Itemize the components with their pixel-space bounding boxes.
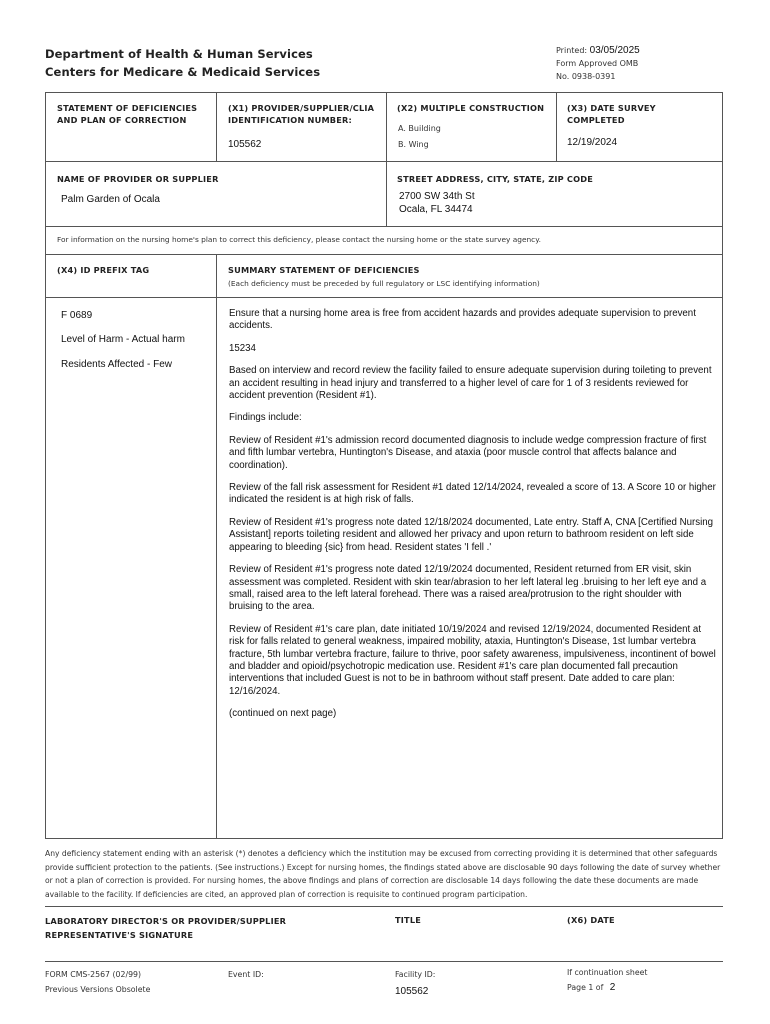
form-approved: Form Approved OMB <box>556 59 639 68</box>
department-title: Department of Health & Human Services <box>45 47 313 61</box>
printed-line <box>556 45 640 56</box>
id-prefix-tag: F 0689 <box>61 310 93 321</box>
printed-label: Printed: <box>556 46 588 55</box>
date-label: (X6) DATE <box>567 915 615 925</box>
form-top-border <box>45 92 723 93</box>
row1-divider-1 <box>216 92 217 161</box>
x3-value: 12/19/2024 <box>567 137 618 148</box>
facility-id-label: Facility ID: <box>395 970 436 979</box>
summary-paragraph: Findings include: <box>229 412 302 424</box>
signature-top <box>45 906 723 907</box>
page-indicator <box>567 982 615 993</box>
summary-paragraph: Review of Resident #1's care plan, date initiated 10/19/2024 and revised 12/19/2024, documented Resident at risk for falls related to general weakness, impaired mobility, ataxia, Huntington's Disease, 1st lumbar vertebra fracture, 5th lumbar vertebra fracture, failure to thrive, poor safety awareness, impulsiveness, incontinent of bowel and bladder and opioid/psychotropic medication use. Resident #1's care plan documented fall precaution interventions that included Guest is not to be in bathroom without staff present. Date added to care plan: 12/16/2024. <box>229 623 716 697</box>
x1-value: 105562 <box>228 139 262 150</box>
address-line1: 2700 SW 34th St <box>399 191 475 202</box>
summary-label: SUMMARY STATEMENT OF DEFICIENCIES <box>228 265 420 275</box>
printed-date: 03/05/2025 <box>589 45 640 56</box>
table-header-bottom <box>45 297 723 298</box>
summary-paragraph: Review of the fall risk assessment for Resident #1 dated 12/14/2024, revealed a score of 13. A Score 10 or higher indicated the resident is at high risk of falls. <box>229 482 716 506</box>
row1-divider-2 <box>386 92 387 161</box>
provider-name: Palm Garden of Ocala <box>61 194 160 205</box>
deficiency-summary <box>229 308 717 731</box>
summary-paragraph: Review of Resident #1's progress note dated 12/19/2024 documented, Resident returned from ER visit, skin assessment was completed. Resident with skin tear/abrasion to her left lateral leg .bruising to her left eye and a small, raised area to the left lateral forehead. There was a raised area/protrusion to the right shoulder with bruising to the area. <box>229 564 707 613</box>
title-label: TITLE <box>395 915 422 925</box>
form-right-border <box>722 92 723 838</box>
info-bottom <box>45 254 723 255</box>
event-id-label: Event ID: <box>228 970 264 979</box>
continued-note: (continued on next page) <box>229 708 337 720</box>
statement-label: STATEMENT OF DEFICIENCIES AND PLAN OF CORRECTION <box>57 103 198 125</box>
x3-label: (X3) DATE SURVEY COMPLETED <box>567 103 656 125</box>
summary-paragraph: Ensure that a nursing home area is free from accident hazards and provides adequate supervision to prevent accidents. <box>229 308 696 332</box>
row2-divider <box>386 161 387 226</box>
summary-paragraph: Review of Resident #1's admission record documented diagnosis to include wedge compression fracture of first and fifth lumbar vertebra, Huntington's Disease, and ataxia (poor muscle control that affects balance and coordination). <box>229 434 707 471</box>
residents-affected: Residents Affected - Few <box>61 359 172 370</box>
summary-paragraph: Based on interview and record review the facility failed to ensure adequate supervision during toileting to prevent an accident resulting in head injury and transferred to a higher level of care for 1 of 3 residents reviewed for accident prevention (Resident #1). <box>229 365 712 402</box>
footer-top <box>45 961 723 962</box>
summary-paragraph: Review of Resident #1's progress note dated 12/18/2024 documented, Late entry. Staff A, CNA [Certified Nursing Assistant] reports toileting resident and allowed her privacy and upon return to bathroom resident on left side appearing to bleeding {sic} from head. Resident states 'I fell .' <box>229 516 713 553</box>
agency-title: Centers for Medicare & Medicaid Services <box>45 65 321 79</box>
signature-label: LABORATORY DIRECTOR'S OR PROVIDER/SUPPLIER REPRESENTATIVE'S SIGNATURE <box>45 916 287 940</box>
summary-sub: (Each deficiency must be preceded by full regulatory or LSC identifying information) <box>228 279 540 288</box>
x4-label: (X4) ID PREFIX TAG <box>57 265 150 275</box>
summary-paragraph: 15234 <box>229 342 256 354</box>
provider-label: NAME OF PROVIDER OR SUPPLIER <box>57 174 219 184</box>
page-label: Page 1 of <box>567 983 604 992</box>
page-total: 2 <box>609 982 616 993</box>
form-number: FORM CMS-2567 (02/99) <box>45 970 142 979</box>
omb-number: No. 0938-0391 <box>556 72 616 81</box>
row1-bottom <box>45 161 723 162</box>
obsolete-note: Previous Versions Obsolete <box>45 985 151 994</box>
row1-divider-3 <box>556 92 557 161</box>
facility-id-value: 105562 <box>395 986 429 997</box>
table-col-divider <box>216 254 217 838</box>
x2-label: (X2) MULTIPLE CONSTRUCTION <box>397 103 545 113</box>
form-left-border <box>45 92 46 838</box>
level-of-harm: Level of Harm - Actual harm <box>61 334 185 345</box>
disclaimer: Any deficiency statement ending with an asterisk (*) denotes a deficiency which the institution may be excused from correcting providing it is determined that other safeguards provide sufficient protection to the patients. (See instructions.) Except for nursing homes, the findings stated above are disclosable 90 days following the date of survey whether or not a plan of correction is provided. For nursing homes, the above findings and plans of correction are disclosable 14 days following the date these documents are made available to the facility. If deficiencies are cited, an approved plan of correction is requisite to continued program participation. <box>45 849 721 899</box>
row2-bottom <box>45 226 723 227</box>
address-line2: Ocala, FL 34474 <box>399 204 473 215</box>
form-bottom-border <box>45 838 723 839</box>
x2-building: A. Building <box>398 124 441 133</box>
continuation-label: If continuation sheet <box>567 968 648 977</box>
x1-label: (X1) PROVIDER/SUPPLIER/CLIA IDENTIFICATION NUMBER: <box>228 103 375 125</box>
x2-wing: B. Wing <box>398 140 429 149</box>
address-label: STREET ADDRESS, CITY, STATE, ZIP CODE <box>397 174 594 184</box>
info-note: For information on the nursing home's plan to correct this deficiency, please contact the nursing home or the state survey agency. <box>57 235 541 244</box>
